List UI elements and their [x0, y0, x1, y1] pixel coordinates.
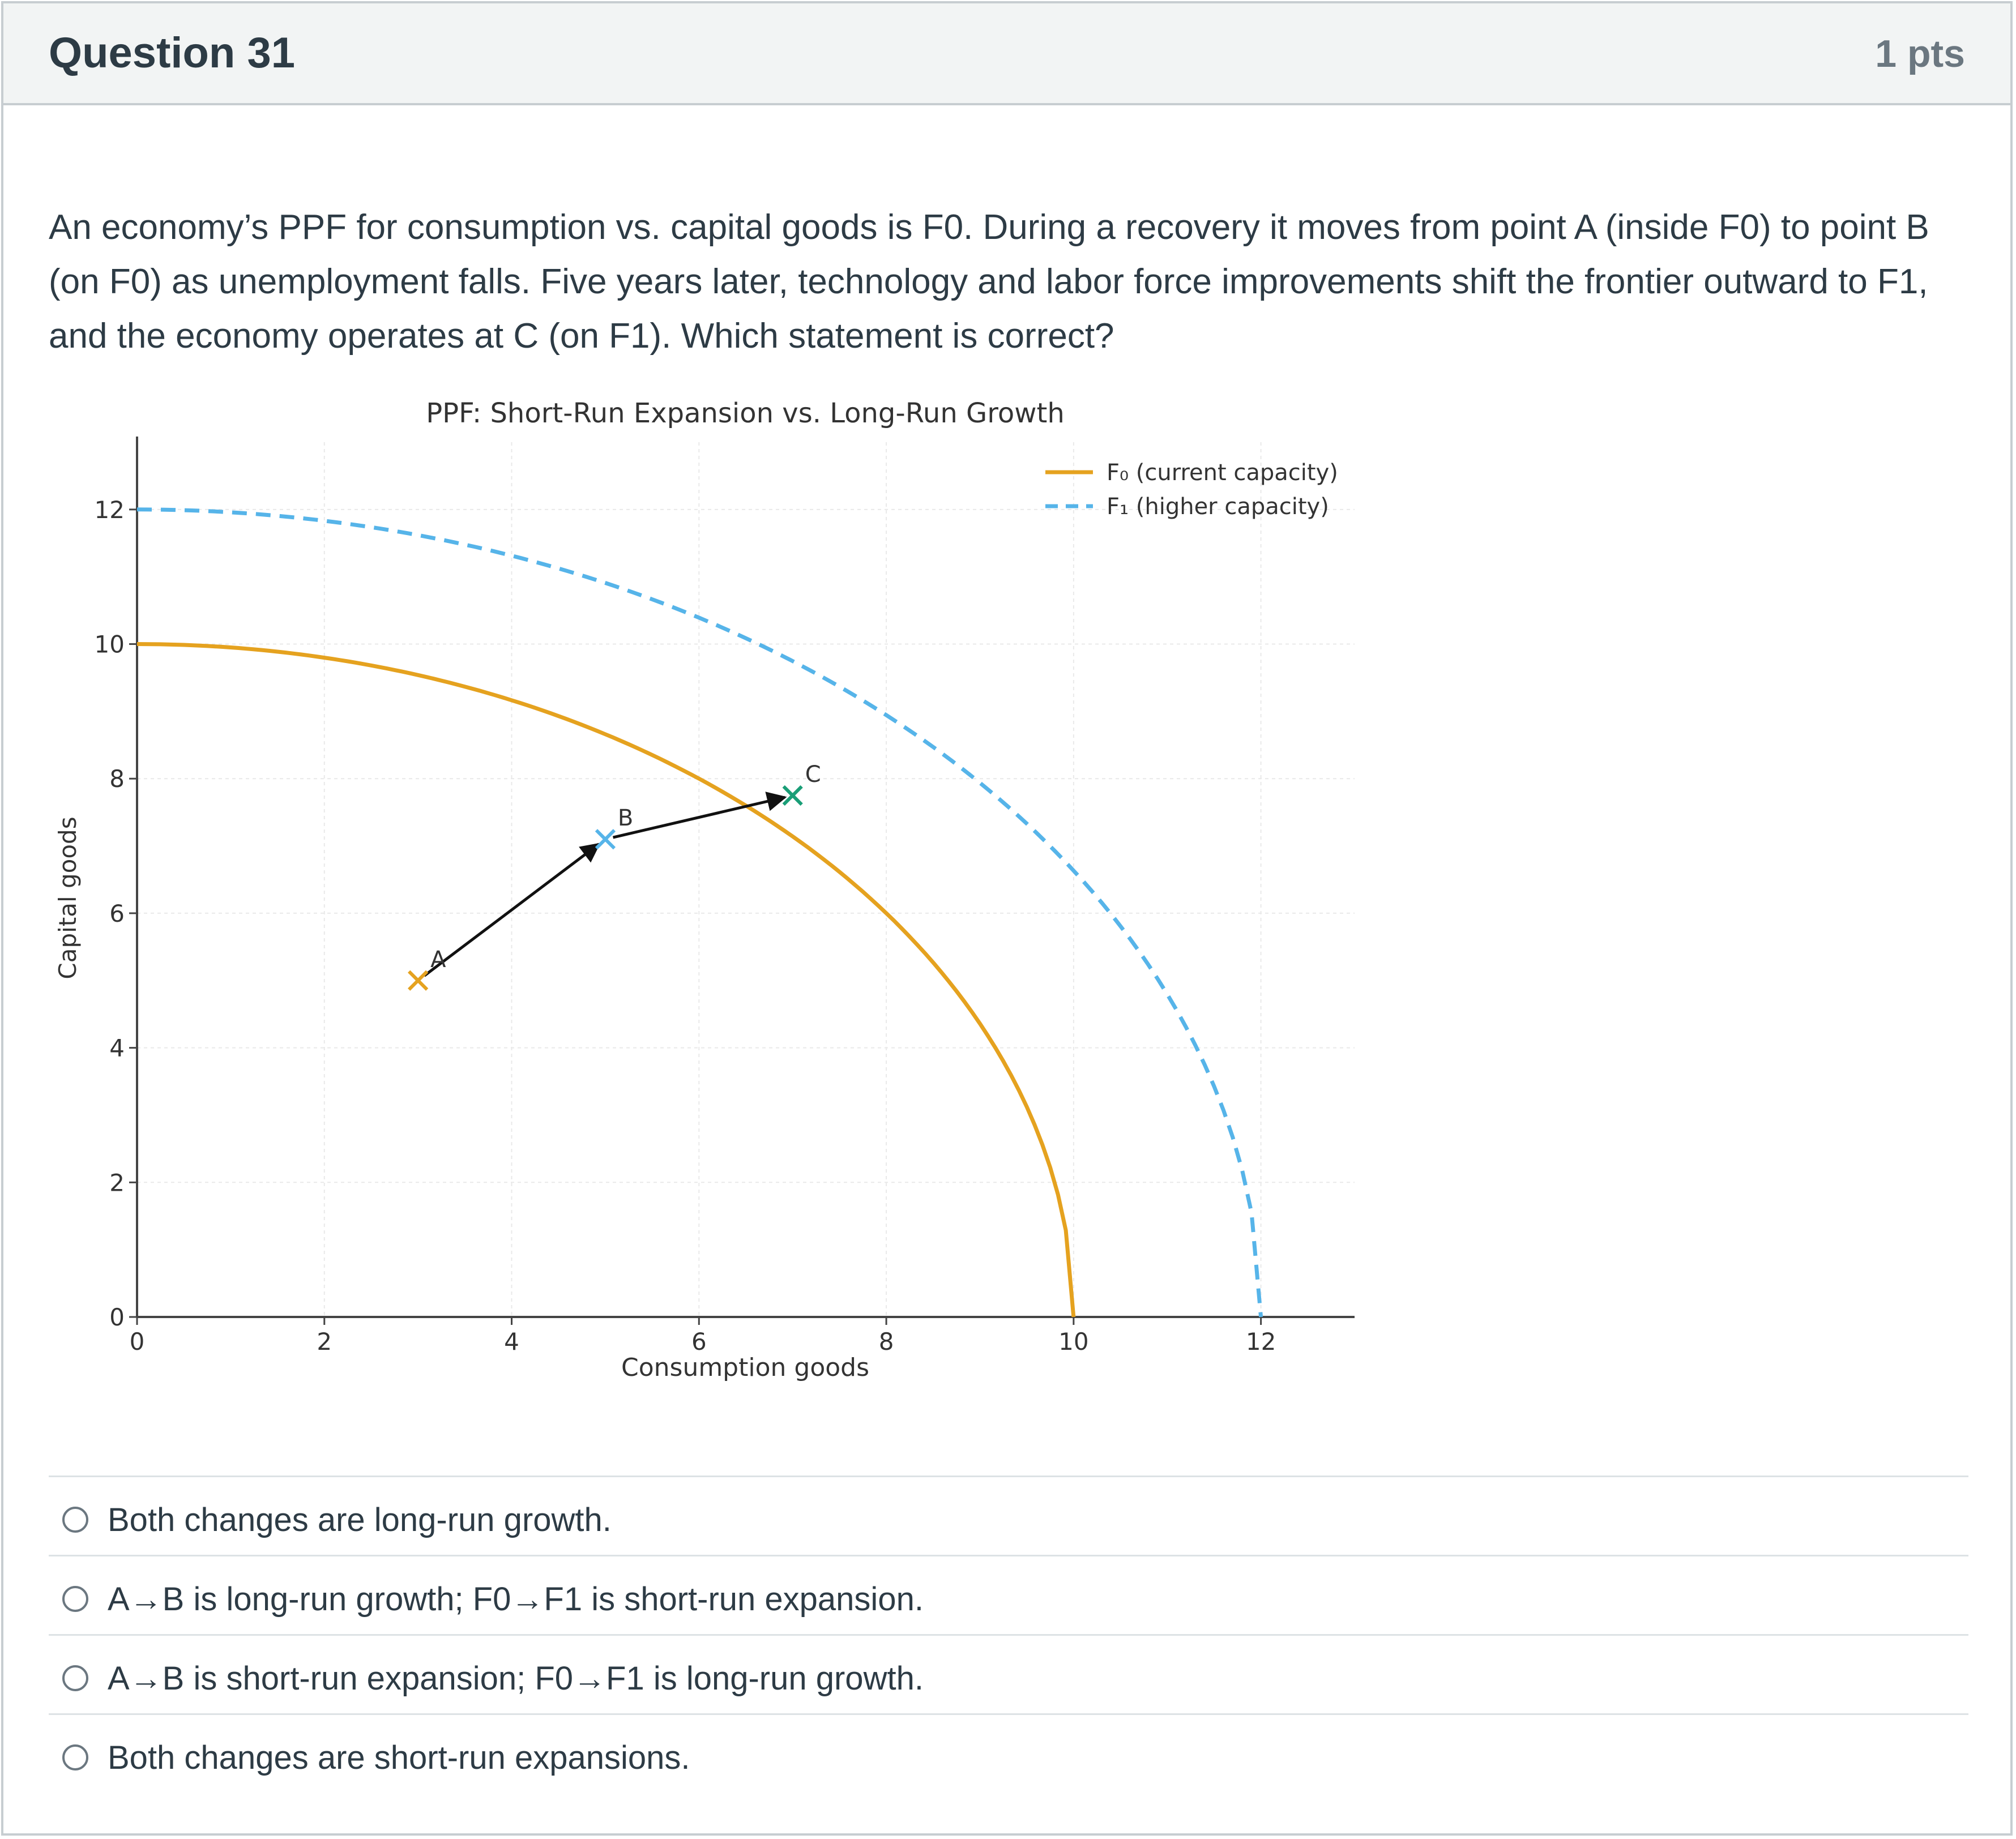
y-tick-label: 6 [109, 899, 125, 927]
question-card [1, 1, 2013, 1836]
answer-option-3[interactable] [49, 1634, 1968, 1713]
x-tick-label: 4 [504, 1328, 519, 1355]
chart-grid [137, 442, 1355, 1317]
y-tick-label: 4 [109, 1034, 125, 1062]
y-tick-label: 8 [109, 765, 125, 793]
radio-button[interactable] [62, 1586, 88, 1612]
point-a-marker [409, 972, 427, 990]
chart-points [409, 762, 821, 990]
radio-button[interactable] [62, 1665, 88, 1691]
radio-button[interactable] [62, 1744, 88, 1770]
x-tick-label: 0 [129, 1328, 145, 1355]
chart-legend [1045, 460, 1338, 520]
y-tick-label: 12 [94, 495, 125, 524]
chart-ylabel: Capital goods [54, 816, 82, 980]
y-tick-label: 10 [94, 630, 125, 658]
answer-option-4[interactable] [49, 1713, 1968, 1793]
chart-arrows [424, 797, 785, 976]
legend-label-1: F₁ (higher capacity) [1107, 494, 1329, 520]
x-tick-label: 2 [317, 1328, 332, 1355]
point-b-label: B [617, 805, 634, 832]
point-a-label: A [430, 946, 446, 973]
answer-option-2[interactable] [49, 1555, 1968, 1634]
x-tick-label: 10 [1058, 1328, 1089, 1355]
question-prompt: An economy’s PPF for consumption vs. capital goods is F0. During a recovery it moves from point A (inside F0) to point B (on F0) as unemployment falls. Five years later, technology and labor force improvements shift the frontier outward to F1, and the economy operates at C (on F1). Which statement is correct? [49, 208, 1929, 356]
question-title: Question 31 [49, 29, 295, 77]
legend-label-0: F₀ (current capacity) [1107, 460, 1338, 486]
answer-list [49, 1476, 1968, 1793]
y-tick-label: 2 [109, 1169, 125, 1197]
x-tick-label: 6 [691, 1328, 707, 1355]
answer-label: Both changes are long-run growth. [108, 1502, 612, 1538]
x-tick-label: 8 [878, 1328, 894, 1355]
answer-option-1[interactable] [49, 1476, 1968, 1555]
chart-xlabel: Consumption goods [621, 1353, 870, 1382]
question-header [3, 3, 2010, 105]
point-c-label: C [805, 761, 821, 788]
x-tick-label: 12 [1245, 1328, 1276, 1355]
question-points: 1 pts [1875, 32, 1965, 75]
ppf-chart [37, 388, 1396, 1408]
chart-axes [95, 437, 1355, 1355]
point-b-marker [596, 830, 614, 848]
point-c-marker [784, 786, 802, 805]
y-tick-label: 0 [109, 1303, 125, 1331]
chart-title: PPF: Short-Run Expansion vs. Long-Run Growth [426, 397, 1065, 429]
answer-label: Both changes are short-run expansions. [108, 1739, 690, 1776]
answer-label: A→B is long-run growth; F0→F1 is short-run expansion. [108, 1581, 924, 1618]
radio-button[interactable] [62, 1507, 88, 1533]
answer-label: A→B is short-run expansion; F0→F1 is long-run growth. [108, 1660, 924, 1697]
